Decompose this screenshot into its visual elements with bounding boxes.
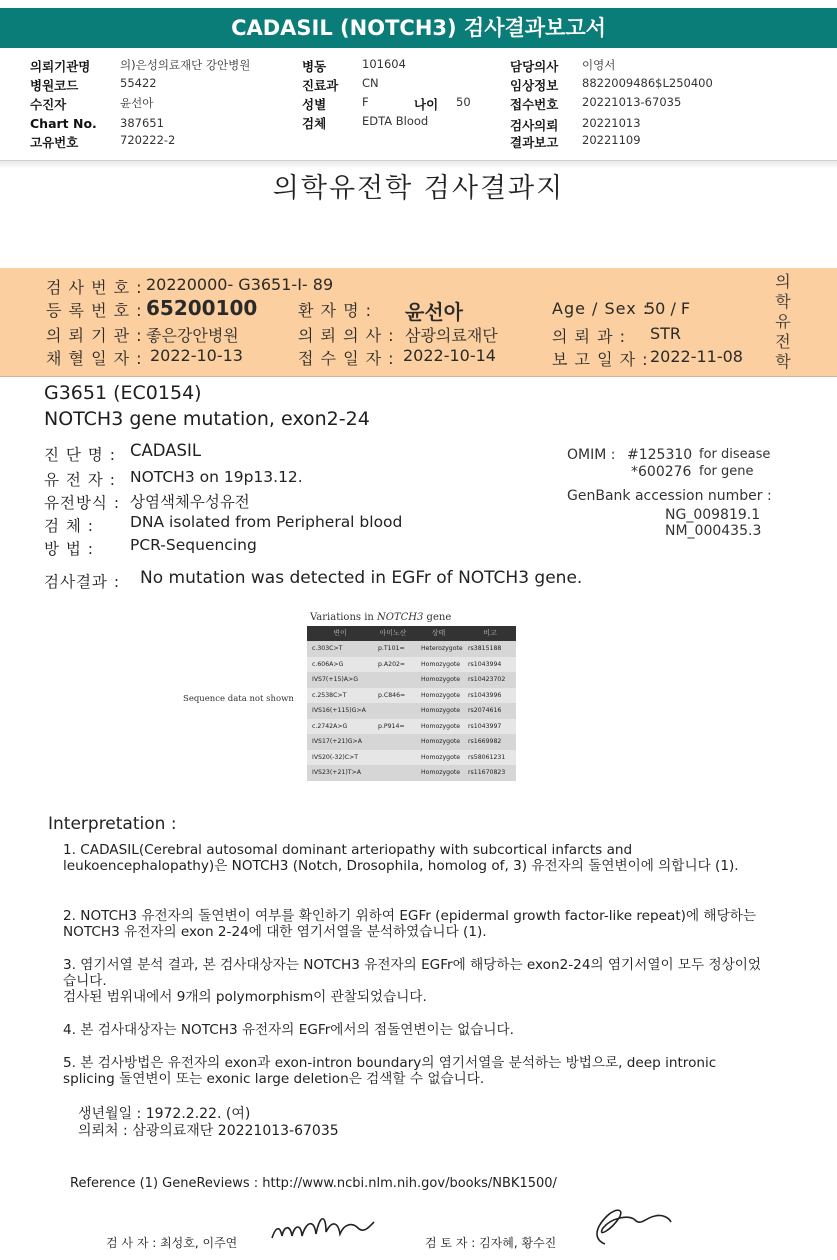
- hospital-code-value: 55422: [120, 76, 157, 90]
- age-sex-value: 50 / F: [645, 299, 691, 318]
- rsid-cell: rs11670823: [468, 769, 506, 776]
- birth-info: 생년월일 : 1972.2.22. (여): [78, 1106, 251, 1122]
- dept-value: STR: [650, 324, 682, 343]
- ward-label: 병동: [302, 59, 327, 74]
- receipt-no-label: 접수번호: [510, 97, 559, 112]
- variations-header-cell: 아미노산: [379, 629, 407, 637]
- side-char: 학: [775, 292, 791, 311]
- specimen-value: EDTA Blood: [362, 114, 429, 128]
- interpretation-paragraph: 1. CADASIL(Cerebral autosomal dominant arteriopathy with subcortical infarcts and leukoencephalopathy)은 NOTCH3 (Notch, Drosophila, homolog of, 3) 유전자의 돌연변이에 의합니다 (1).: [63, 842, 739, 874]
- amino-acid-cell: p.A202=: [378, 660, 406, 668]
- rsid-cell: rs1043996: [468, 691, 502, 699]
- age-value: 50: [456, 95, 471, 109]
- interpretation-paragraph: 검사된 범위내에서 9개의 polymorphism이 관찰되었습니다.: [63, 989, 427, 1005]
- chart-no-label: Chart No.: [30, 116, 97, 131]
- result-date-value: 20221109: [582, 133, 641, 147]
- variations-title-suffix: gene: [423, 612, 452, 623]
- genbank-label: GenBank accession number :: [567, 488, 772, 504]
- document-title: 의학유전학 검사결과지: [272, 173, 565, 204]
- physician-value: 이영서: [582, 58, 616, 72]
- interpretation-paragraph: 2. NOTCH3 유전자의 돌연변이 여부를 확인하기 위하여 EGFr (epidermal growth factor-like repeat)에 해당하는 NOTCH3 유전자의 exon 2-24에 대한 염기서열을 분석하였습니다 (1).: [63, 908, 756, 940]
- collect-date-label: 채 혈 일 자 :: [46, 349, 143, 368]
- report-title: CADASIL (NOTCH3) 검사결과보고서: [0, 8, 837, 48]
- variant-cell: IVS20(-32)C>T: [312, 753, 359, 761]
- age-sex-label: Age / Sex :: [552, 299, 650, 318]
- omim-gene-text: for gene: [699, 464, 754, 479]
- variant-cell: c.2742A>G: [312, 722, 348, 730]
- variant-cell: IVS16(+115)G>A: [312, 707, 366, 714]
- dept-label: 의 뢰 과 :: [552, 327, 627, 346]
- inheritance-value: 상염색체우성유전: [130, 493, 250, 511]
- result-date-label: 결과보고: [510, 135, 559, 150]
- zygosity-cell: Homozygote: [421, 769, 461, 776]
- amino-acid-cell: p.C846=: [378, 691, 406, 699]
- zygosity-cell: Heterozygote: [421, 645, 463, 652]
- ward-value: 101604: [362, 57, 406, 71]
- table-row: [307, 703, 516, 719]
- diagnosis-label: 진 단 명 :: [44, 446, 116, 464]
- amino-acid-cell: [373, 750, 413, 766]
- table-row: [307, 719, 516, 735]
- sequence-note: Sequence data not shown: [183, 694, 294, 704]
- method-label: 방 법 :: [44, 540, 95, 558]
- collect-date-value: 2022-10-13: [150, 346, 243, 365]
- examiner-signature-icon: [268, 1208, 378, 1248]
- rsid-cell: rs3815188: [468, 645, 502, 652]
- summary-bottom-line: [0, 376, 837, 377]
- request-date-value: 20221013: [582, 116, 641, 130]
- amino-acid-cell: [373, 672, 413, 688]
- diagnosis-value: CADASIL: [130, 441, 202, 460]
- variations-header-cell: 변이: [333, 629, 347, 637]
- test-code: G3651 (EC0154): [44, 382, 202, 404]
- examiner-label: 검 사 자 : 최성호, 이주연: [106, 1236, 238, 1250]
- table-row: [307, 672, 516, 688]
- variant-cell: IVS23(+21)T>A: [312, 769, 361, 776]
- specimen-detail-value: DNA isolated from Peripheral blood: [130, 513, 403, 531]
- table-row: [307, 657, 516, 673]
- test-no-label: 검 사 번 호 :: [46, 278, 143, 297]
- clinical-info-value: 8822009486$L250400: [582, 76, 713, 90]
- genbank-nm: NM_000435.3: [665, 523, 762, 539]
- department-label: 진료과: [302, 78, 339, 93]
- interpretation-paragraph: 3. 염기서열 분석 결과, 본 검사대상자는 NOTCH3 유전자의 EGFr에 해당하는 exon2-24의 염기서열이 모두 정상이었습니다.: [63, 957, 762, 989]
- patient-value: 윤선아: [120, 96, 154, 110]
- method-value: PCR-Sequencing: [130, 536, 257, 554]
- table-row: [307, 765, 516, 781]
- interpretation-title: Interpretation :: [48, 814, 177, 834]
- zygosity-cell: Homozygote: [421, 707, 461, 714]
- reviewer-label: 검 토 자 : 김자혜, 황수진: [425, 1236, 557, 1250]
- side-char: 학: [775, 352, 791, 371]
- interpretation-paragraph: 4. 본 검사대상자는 NOTCH3 유전자의 EGFr에서의 점돌연변이는 없습니다.: [63, 1022, 514, 1038]
- amino-acid-cell: p.T101=: [378, 645, 405, 652]
- zygosity-cell: Homozygote: [421, 753, 461, 761]
- gene-label: 유 전 자 :: [44, 471, 116, 489]
- zygosity-cell: Homozygote: [421, 691, 461, 699]
- variant-cell: IVS7(+15)A>G: [312, 676, 359, 683]
- zygosity-cell: Homozygote: [421, 660, 461, 668]
- request-date-label: 검사의뢰: [510, 118, 559, 133]
- amino-acid-cell: p.P914=: [378, 722, 405, 730]
- variations-table: [307, 626, 516, 781]
- report-header: [0, 0, 837, 168]
- referrer-info: 의뢰처 : 삼광의료재단 20221013-67035: [78, 1123, 339, 1139]
- age-label: 나이: [414, 97, 439, 112]
- physician-label: 담당의사: [510, 59, 559, 74]
- zygosity-cell: Homozygote: [421, 738, 461, 745]
- referring-doctor-label: 의 뢰 의 사 :: [298, 326, 395, 345]
- patient-name-label: 환 자 명 :: [298, 301, 373, 320]
- receive-date-value: 2022-10-14: [403, 346, 496, 365]
- reg-no-value: 65200100: [146, 296, 258, 320]
- specimen-label: 검체: [302, 116, 327, 131]
- test-no-value: 20220000- G3651-I- 89: [146, 275, 334, 294]
- inheritance-label: 유전방식 :: [44, 494, 121, 512]
- rsid-cell: rs1043997: [468, 722, 502, 730]
- variations-header-cell: 비고: [483, 629, 497, 637]
- unique-no-label: 고유번호: [30, 135, 79, 150]
- institution-value: 좋은강안병원: [146, 326, 239, 345]
- zygosity-cell: Homozygote: [421, 722, 461, 730]
- rsid-cell: rs1043994: [468, 660, 502, 668]
- variant-cell: IVS17(+21)G>A: [312, 738, 362, 745]
- variations-title-gene: NOTCH3: [377, 612, 424, 623]
- genbank-ng: NG_009819.1: [665, 507, 761, 523]
- omim-disease-text: for disease: [699, 447, 771, 462]
- table-row: [307, 750, 516, 766]
- referring-doctor-value: 삼광의료재단: [405, 326, 498, 345]
- rsid-cell: rs2074616: [468, 707, 502, 714]
- variant-cell: c.303C>T: [312, 645, 343, 652]
- table-row: [307, 641, 516, 657]
- side-char: 의: [775, 272, 791, 291]
- report-date-label: 보 고 일 자 :: [552, 350, 649, 369]
- rsid-cell: rs1669982: [468, 738, 502, 745]
- omim-label: OMIM :: [567, 447, 616, 463]
- omim-gene-id: *600276: [631, 464, 692, 480]
- institution-name-value: 의)은성의료재단 강안병원: [120, 58, 251, 72]
- result-label: 검사결과 :: [44, 573, 121, 591]
- variations-title-prefix: Variations in: [310, 612, 378, 623]
- institution-label: 의 뢰 기 관 :: [46, 326, 143, 345]
- interpretation-paragraph: 5. 본 검사방법은 유전자의 exon과 exon-intron boundary의 염기서열을 분석하는 방법으로, deep intronic splicing 돌연변이 또는 exonic large deletion은 검색할 수 없습니다.: [63, 1055, 717, 1087]
- chart-no-value: 387651: [120, 116, 164, 130]
- reg-no-label: 등 록 번 호 :: [46, 301, 143, 320]
- patient-label: 수진자: [30, 97, 67, 112]
- receive-date-label: 접 수 일 자 :: [298, 349, 395, 368]
- specimen-detail-label: 검 체 :: [44, 517, 95, 535]
- reference: Reference (1) GeneReviews : http://www.ncbi.nlm.nih.gov/books/NBK1500/: [70, 1176, 557, 1191]
- omim-disease-id: #125310: [627, 447, 693, 463]
- department-value: CN: [362, 76, 379, 90]
- side-char: 유: [775, 312, 791, 331]
- side-char: 전: [775, 332, 791, 351]
- unique-no-value: 720222-2: [120, 133, 176, 147]
- sex-value: F: [362, 95, 369, 109]
- amino-acid-cell: [373, 734, 413, 750]
- clinical-info-label: 임상정보: [510, 78, 559, 93]
- gene-value: NOTCH3 on 19p13.12.: [130, 468, 303, 486]
- variations-header-cell: 상태: [431, 629, 446, 637]
- variations-title: [310, 612, 451, 623]
- variant-cell: c.606A>G: [312, 660, 344, 668]
- side-label: [772, 272, 794, 372]
- zygosity-cell: Homozygote: [421, 676, 461, 683]
- table-row: [307, 734, 516, 750]
- receipt-no-value: 20221013-67035: [582, 95, 682, 109]
- test-name: NOTCH3 gene mutation, exon2-24: [44, 408, 370, 430]
- result-value: No mutation was detected in EGFr of NOTCH3 gene.: [140, 568, 583, 588]
- amino-acid-cell: [373, 765, 413, 781]
- sex-label: 성별: [302, 97, 327, 112]
- hospital-code-label: 병원코드: [30, 78, 79, 93]
- reviewer-signature-icon: [585, 1204, 675, 1248]
- institution-name-label: 의뢰기관명: [30, 59, 91, 74]
- variations-header-row: [307, 626, 516, 641]
- variant-cell: c.2538C>T: [312, 691, 347, 699]
- table-row: [307, 688, 516, 704]
- amino-acid-cell: [373, 703, 413, 719]
- rsid-cell: rs10423702: [468, 676, 506, 683]
- report-date-value: 2022-11-08: [650, 347, 743, 366]
- patient-name-value: 윤선아: [405, 300, 463, 324]
- rsid-cell: rs58061231: [468, 753, 506, 761]
